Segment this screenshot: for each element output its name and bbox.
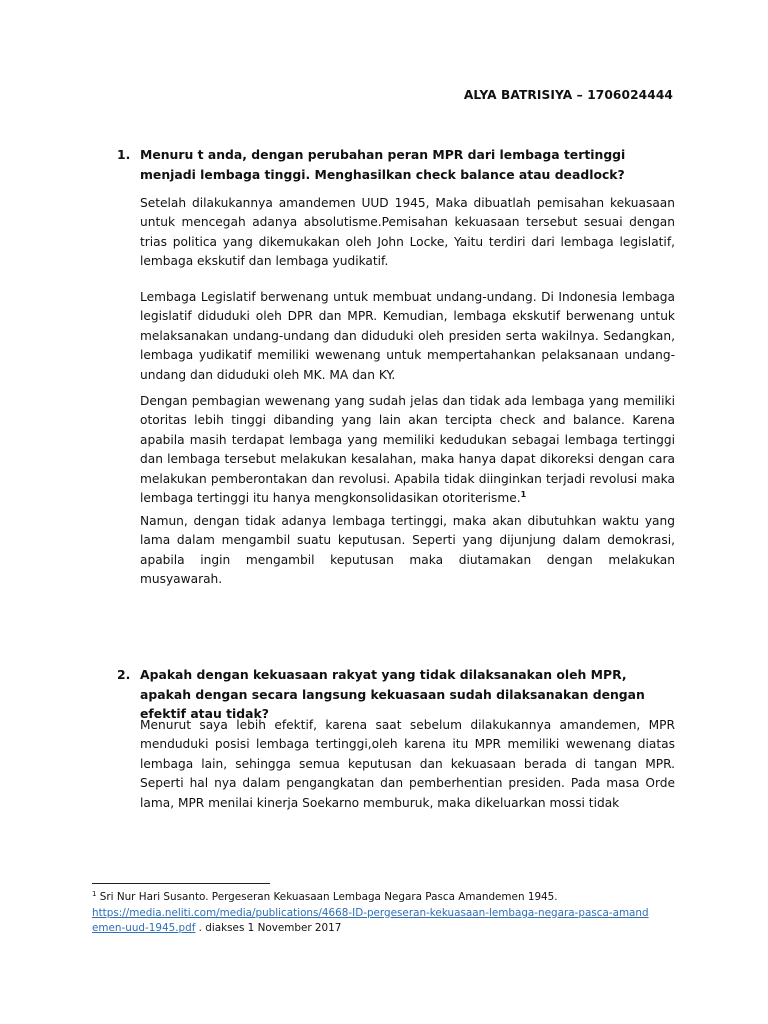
footnote-text: Sri Nur Hari Susanto. Pergeseran Kekuasaan Lembaga Negara Pasca Amandemen 1945.	[96, 891, 558, 903]
footnote-link[interactable]: https://media.neliti.com/media/publications/4668-ID-pergeseran-kekuasaan-lembaga-negara-pasca-amandemen-uud-1945.pdf	[92, 906, 649, 934]
question-number: 1.	[117, 147, 131, 162]
author-header: ALYA BATRISIYA – 1706024444	[463, 88, 673, 102]
question-1	[117, 145, 677, 184]
footnote	[92, 890, 652, 937]
footnote-reference[interactable]: 1	[520, 490, 527, 500]
question-text: Apakah dengan kekuasaan rakyat yang tidak dilaksanakan oleh MPR, apakah dengan secara langsung kekuasaan sudah dilaksanakan dengan efektif atau tidak?	[140, 667, 645, 721]
footnote-marker: 1	[92, 890, 97, 898]
footnote-separator	[92, 883, 270, 884]
answer-paragraph: Lembaga Legislatif berwenang untuk membuat undang-undang. Di Indonesia lembaga legislatif diduduki oleh DPR dan MPR. Kemudian, lembaga ekskutif berwenang untuk melaksanakan undang-undang dan diduduki oleh presiden serta wakilnya. Sedangkan, lembaga yudikatif memiliki wewenang untuk mempertahankan pelaksanaan undang-undang dan diduduki oleh MK. MA dan KY.	[140, 290, 675, 382]
answer-paragraph: Namun, dengan tidak adanya lembaga tertinggi, maka akan dibutuhkan waktu yang lama dalam mengambil suatu keputusan. Seperti yang dijunjung dalam demokrasi, apabila ingin mengambil keputusan maka diutamakan dengan melakukan musyawarah.	[140, 514, 675, 587]
question-2	[117, 665, 677, 724]
answer-paragraph: Menurut saya lebih efektif, karena saat sebelum dilakukannya amandemen, MPR menduduki posisi lembaga tertinggi,oleh karena itu MPR memiliki wewenang diatas lembaga lain, sehingga semua keputusan dan kekuasaan berada di tangan MPR. Seperti hal nya dalam pengangkatan dan pemberhentian presiden. Pada masa Orde lama, MPR menilai kinerja Soekarno memburuk, maka dikeluarkan mossi tidak	[140, 718, 675, 810]
answer-paragraph: Setelah dilakukannya amandemen UUD 1945, Maka dibuatlah pemisahan kekuasaan untuk mencegah adanya absolutisme.Pemisahan kekuasaan tersebut sesuai dengan trias politica yang dikemukakan oleh John Locke, Yaitu terdiri dari lembaga legislatif, lembaga ekskutif dan lembaga yudikatif.	[140, 196, 675, 269]
footnote-suffix: . diakses 1 November 2017	[195, 922, 342, 934]
question-number: 2.	[117, 667, 131, 682]
answer-text: Dengan pembagian wewenang yang sudah jelas dan tidak ada lembaga yang memiliki otoritas lebih tinggi dibanding yang lain akan tercipta check and balance. Karena apabila masih terdapat lembaga yang memiliki kedudukan sebagai lembaga tertinggi dan lembaga tersebut melakukan kesalahan, maka hanya dapat dikoreksi dengan cara melakukan pemberontakan dan revolusi. Apabila tidak diinginkan terjadi revolusi maka lembaga tertinggi itu hanya mengkonsolidasikan otoriterisme.	[140, 394, 675, 506]
answer-paragraph-with-footnote	[140, 392, 675, 508]
question-text: Menuru t anda, dengan perubahan peran MPR dari lembaga tertinggi menjadi lembaga tinggi. Menghasilkan check balance atau deadlock?	[140, 147, 626, 182]
